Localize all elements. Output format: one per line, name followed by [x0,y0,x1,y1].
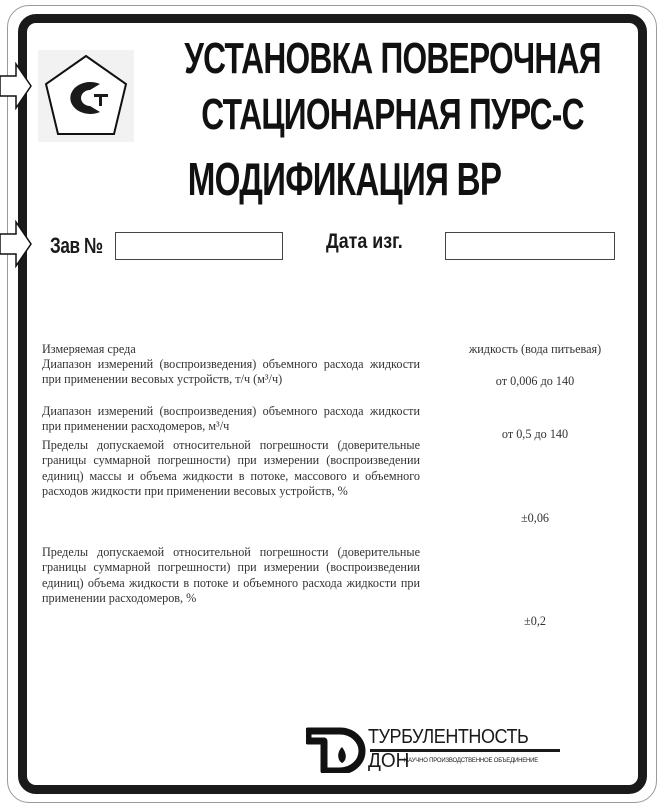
spec-label-range-weighing: Диапазон измерений (воспроизведения) объемного расхода жидкости при применении весовых устройств, т/ч (м³/ч) [42,357,420,387]
spec-value-range-flowmeters: от 0,5 до 140 [501,427,569,441]
spec-label-error-flowmeters: Пределы допускаемой относительной погрешности (доверительные границы суммарной погрешности) при измерении (воспроизведении единиц) объема жидкости в потоке и объемного расхода жидкости при применении расходомеров, % [42,545,420,605]
manufacture-date-label: Дата изг. [326,230,403,253]
serial-number-label: Зав № [50,233,103,258]
serial-number-field[interactable] [115,232,283,260]
turbulence-don-logo-icon [306,725,366,773]
plate-title-line-3: МОДИФИКАЦИЯ ВР [187,153,502,205]
spec-value-range-weighing: от 0,006 до 140 [495,374,575,388]
manufacturer-name: ТУРБУЛЕНТНОСТЬ [368,726,529,748]
spec-label-medium: Измеряемая среда [42,342,136,356]
spec-label-range-flowmeters: Диапазон измерений (воспроизведения) объемного расхода жидкости при применении расходомеров, м³/ч [42,404,420,434]
spec-value-error-weighing: ±0,06 [520,511,550,525]
callout-arrow-icon [0,62,32,110]
manufacture-date-field[interactable] [445,232,615,260]
manufacturer-subtitle: НАУЧНО ПРОИЗВОДСТВЕННОЕ ОБЪЕДИНЕНИЕ [404,758,539,764]
plate-title-line-1: УСТАНОВКА ПОВЕРОЧНАЯ [184,34,601,83]
plate-title-line-2: СТАЦИОНАРНАЯ ПУРС-С [201,90,584,139]
manufacturer-logo [306,725,562,773]
spec-value-medium: жидкость (вода питьевая) [468,342,602,356]
certification-mark-icon [38,50,134,142]
spec-label-error-weighing: Пределы допускаемой относительной погрешности (доверительные границы суммарной погрешности) при измерении (воспроизведении единиц) массы и объема жидкости в потоке, массового и объемного расходов жидкости при применении весовых устройств, % [42,438,420,498]
callout-arrow-icon [0,220,32,268]
manufacturer-name-don: ДОН [368,750,410,772]
spec-value-error-flowmeters: ±0,2 [524,614,546,628]
